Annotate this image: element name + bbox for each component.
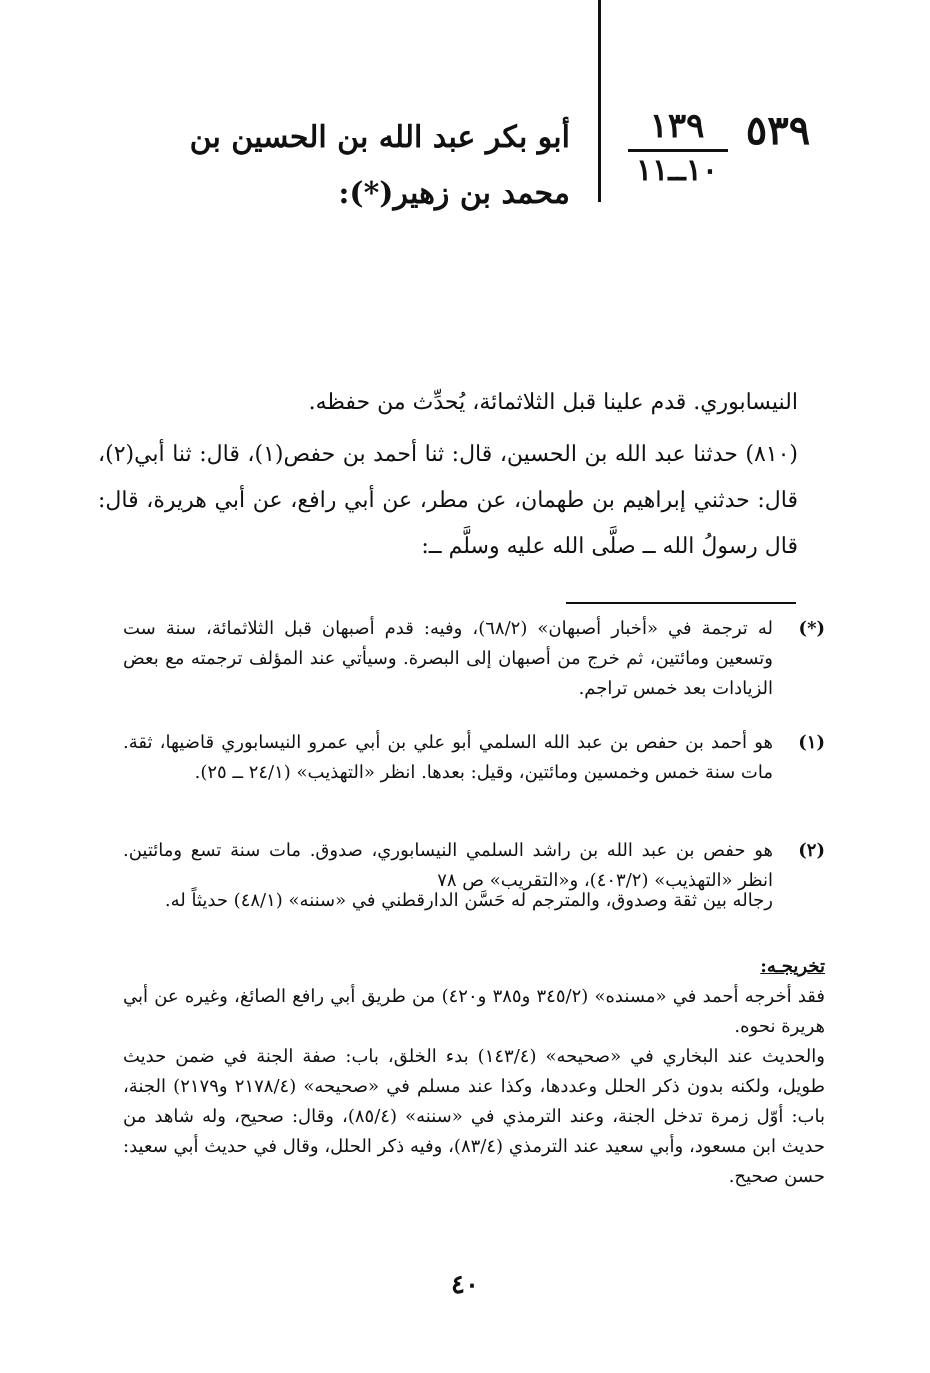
takhrij-heading: تخريجـه: <box>760 956 825 977</box>
narrators-grading-note: رجاله بين ثقة وصدوق، والمترجم له حَسَّن الدارقطني في «سننه» (٤٨/١) حديثاً له. <box>164 890 773 911</box>
footnote-text: هو حفص بن عبد الله بن راشد السلمي النيسابوري، صدوق. مات سنة تسع ومائتين. انظر «التهذيب» (٤٠٣/٢)، و«التقريب» ص ٧٨ <box>123 840 773 891</box>
takhrij-paragraph: فقد أخرجه أحمد في «مسنده» (٣٤٥/٢ و٣٨٥ و٤٢٠) من طريق أبي رافع الصائغ، وغيره عن أبي هريرة نحوه. <box>123 986 825 1037</box>
footnote-text: هو أحمد بن حفص بن عبد الله السلمي أبو علي بن أبي عمرو النيسابوري قاضيها، ثقة. مات سنة خمس وخمسين ومائتين، وقيل: بعدها. انظر «التهذيب» (٢٤/١ ــ ٢٥). <box>123 732 773 783</box>
intro-paragraph: النيسابوري. قدم علينا قبل الثلاثمائة، يُحدِّث من حفظه. <box>308 390 798 415</box>
footnote-marker: (*) <box>798 618 825 639</box>
footnote-separator <box>566 602 796 604</box>
footnote-marker: (١) <box>798 732 825 753</box>
header-vertical-rule <box>598 0 601 202</box>
volume-folio-bottom: ١٠ــ١١ <box>635 153 719 188</box>
volume-folio-top: ١٣٩ <box>649 106 705 146</box>
page-number: ٤٠ <box>451 1270 479 1300</box>
footnote-marker: (٢) <box>798 840 825 861</box>
entry-title: أبو بكر عبد الله بن الحسين بن محمد بن زهير(*): <box>189 120 570 211</box>
takhrij-paragraph: والحديث عند البخاري في «صحيحه» (١٤٣/٤) بدء الخلق، باب: صفة الجنة في ضمن حديث طويل، ولكنه بدون ذكر الحلل وعددها، وكذا عند مسلم في «صحيحه» (٢١٧٨/٤ و٢١٧٩) الجنة، باب: أوّل زمرة تدخل الجنة، وعند الترمذي في «سننه» (٨٥/٤)، وقال: صحيح، وله شاهد من حديث ابن مسعود، وأبي سعيد عند الترمذي (٨٣/٤)، وفيه ذكر الحلل، وقال في حديث أبي سعيد: حسن صحيح. <box>123 1046 825 1187</box>
footnote-1 <box>123 728 825 788</box>
hadith-paragraph: (٨١٠) حدثنا عبد الله بن الحسين، قال: ثنا أحمد بن حفص(١)، قال: ثنا أبي(٢)، قال: حدثني إبراهيم بن طهمان، عن مطر، عن أبي رافع، عن أبي هريرة، قال: قال رسولُ الله ــ صلَّى الله عليه وسلَّم ــ: <box>98 442 798 559</box>
entry-number: ٥٣٩ <box>745 107 811 154</box>
takhrij-section <box>123 952 825 1192</box>
footnote-star <box>123 614 825 704</box>
footnote-text: له ترجمة في «أخبار أصبهان» (٦٨/٢)، وفيه: قدم أصبهان قبل الثلاثمائة، سنة ست وتسعين ومائتين، ثم خرج من أصبهان إلى البصرة. وسيأتي عند المؤلف ترجمته مع بعض الزيادات بعد خمس تراجم. <box>123 618 774 699</box>
